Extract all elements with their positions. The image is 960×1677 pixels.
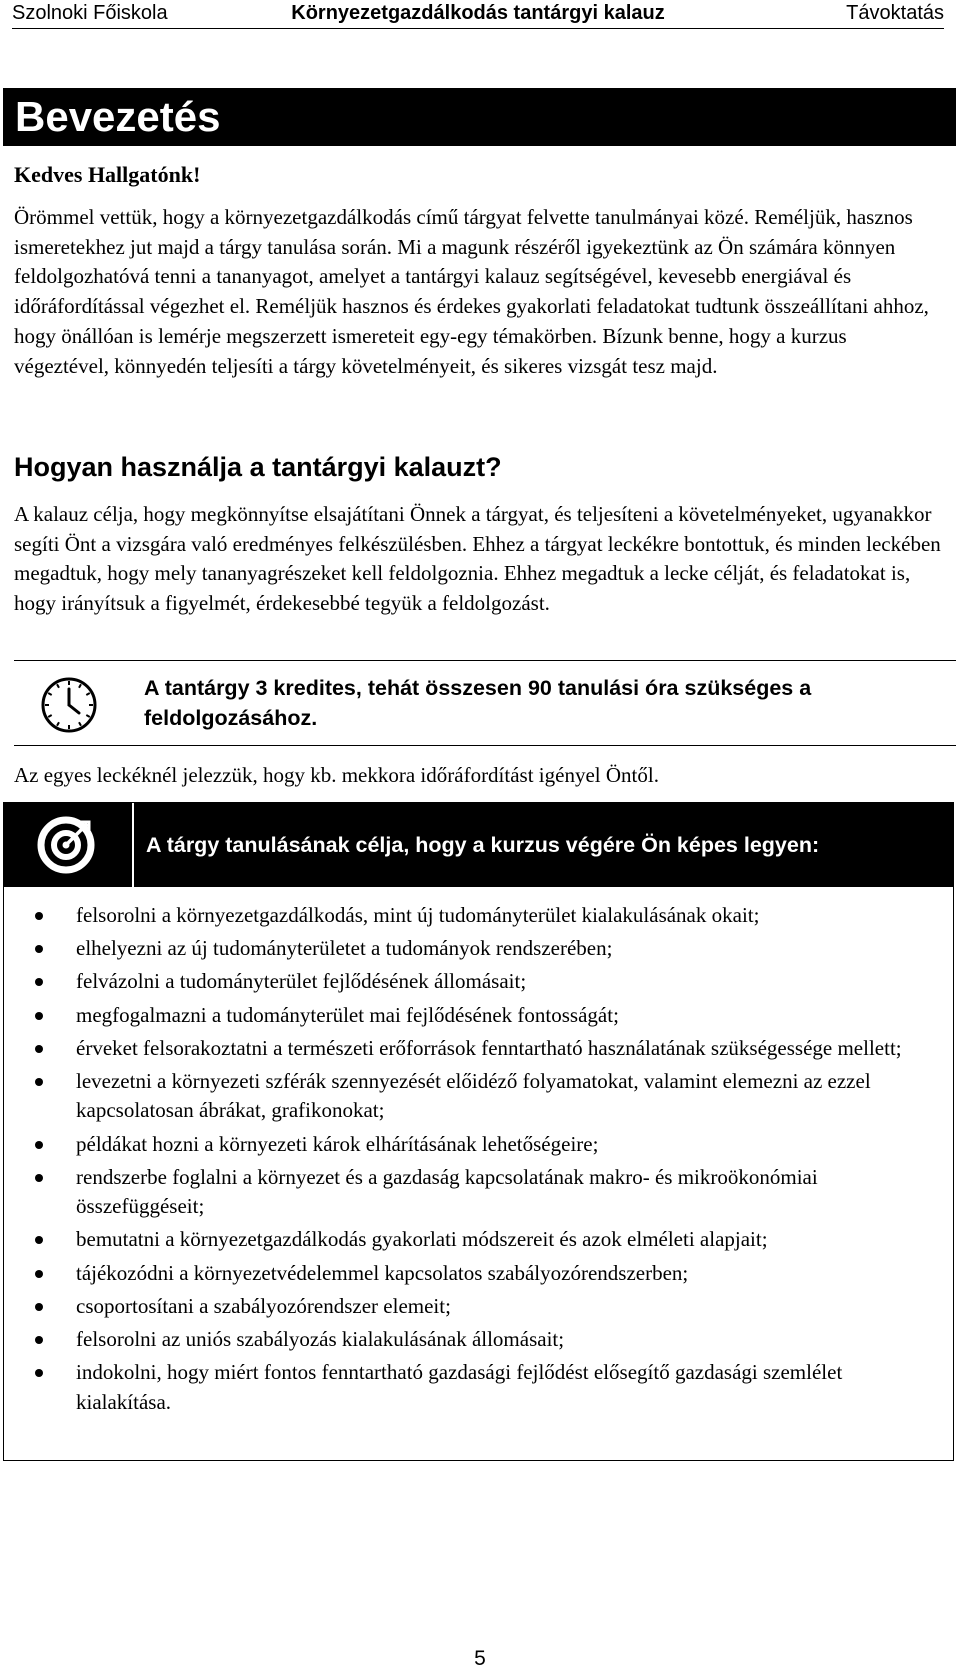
bullet-icon [35,1045,43,1053]
section-heading: Hogyan használja a tantárgyi kalauzt? [14,452,502,482]
howto-paragraph: A kalauz célja, hogy megkönnyítse elsajátítani Önnek a tárgyat, és teljesíteni a követelményeket, ugyanakkor segíti Önt a vizsgára való eredményes felkészülésben. Ehhez a tárgyat leckékre bontottuk, és minden leckében megadtuk, hogy mely tananyagrészeket kell feldolgoznia. Ehhez megadtuk a lecke célját, és feladatokat is, hogy irányítsuk a figyelmét, érdekesebbé tegyük a feldolgozást. [14,502,941,616]
bullet-icon [35,1270,43,1278]
goal-text: érveket felsorakoztatni a természeti erőforrások fenntartható használatának szükségessége mellett; [76,1035,902,1060]
bullet-icon [35,1078,43,1086]
goal-item [4,901,904,930]
page-number: 5 [474,1647,486,1670]
bullet-icon [35,912,43,920]
goal-item [4,1358,904,1417]
running-header [12,0,944,29]
goal-item [4,934,904,963]
goal-text: rendszerbe foglalni a környezet és a gazdaság kapcsolatának makro- és mikroökonómiai összefüggéseit; [76,1164,818,1219]
goal-text: felvázolni a tudományterület fejlődésének állomásait; [76,969,527,994]
goal-item [4,1034,904,1063]
header-document-title: Környezetgazdálkodás tantárgyi kalauz [291,2,665,24]
bullet-icon [35,1174,43,1182]
goal-item [4,1067,904,1126]
goal-item [4,1325,904,1354]
goal-text: tájékozódni a környezetvédelemmel kapcsolatos szabályozórendszerben; [76,1260,689,1285]
goal-text: indokolni, hogy miért fontos fenntartható gazdasági fejlődést elősegítő gazdasági szemlélet kialakítása. [76,1360,843,1414]
time-note: Az egyes leckéknél jelezzük, hogy kb. mekkora időráfordítást igényel Öntől. [14,763,659,787]
greeting: Kedves Hallgatónk! [14,162,201,187]
goals-icon-cell [4,803,134,887]
goal-item [4,967,904,996]
bullet-icon [35,1369,43,1377]
target-icon [37,816,95,874]
intro-paragraph: Örömmel vettük, hogy a környezetgazdálkodás című tárgyat felvette tanulmányai közé. Reméljük, hasznos ismeretekhez jut majd a tárgy tanulása során. Mi a magunk részéről igyekeztünk az Ön számára könnyen feldolgozhatóvá tenni a tananyagot, amelyet a tantárgyi kalauz segítségével, kevesebb energiával és időráfordítással végezhet el. Reméljük hasznos és érdekes gyakorlati feladatokat tudtunk összeállítani ahhoz, hogy önállóan is lemérje megszerzett ismereteit egy-egy témakörben. Bízunk benne, hogy a kurzus végeztével, könnyedén teljesíti a tárgy követelményeit, és sikeres vizsgát tesz majd. [14,205,929,378]
goal-item [4,1163,904,1222]
goal-item [4,1292,904,1321]
goal-text: felsorolni a környezetgazdálkodás, mint új tudományterület kialakulásának okait; [76,903,760,927]
goal-text: elhelyezni az új tudományterületet a tudományok rendszerében; [76,936,613,961]
goal-text: példákat hozni a környezeti károk elhárításának lehetőségeire; [76,1131,599,1156]
bullet-icon [35,978,43,986]
goal-item [4,1259,904,1288]
goal-item [4,1225,904,1254]
goals-title: A tárgy tanulásának célja, hogy a kurzus végére Ön képes legyen: [146,833,820,857]
goals-header [4,803,953,887]
goal-text: csoportosítani a szabályozórendszer elemeit; [76,1293,451,1318]
goal-text: felsorolni az uniós szabályozás kialakulásának állomásait; [76,1327,565,1352]
credit-callout [14,660,956,746]
header-mode: Távoktatás [846,2,944,24]
header-institution: Szolnoki Főiskola [12,2,168,24]
clock-icon [40,676,98,734]
goal-item [4,1001,904,1030]
credit-text: A tantárgy 3 kredites, tehát összesen 90 tanulási óra szükséges a feldolgozásához. [144,676,812,730]
bullet-icon [35,1236,43,1244]
bullet-icon [35,945,43,953]
bullet-icon [35,1141,43,1149]
goals-box [3,802,954,1461]
goals-list [4,901,904,1421]
goal-text: megfogalmazni a tudományterület mai fejlődésének fontosságát; [76,1002,619,1027]
goal-item [4,1130,904,1159]
bullet-icon [35,1303,43,1311]
bullet-icon [35,1012,43,1020]
chapter-title: Bevezetés [15,93,221,140]
goal-text: bemutatni a környezetgazdálkodás gyakorlati módszereit és azok elméleti alapjait; [76,1227,768,1252]
goal-text: levezetni a környezeti szférák szennyezését előidéző folyamatokat, valamint elemezni az ezzel kapcsolatosan ábrákat, grafikonokat; [76,1069,871,1123]
chapter-title-bar [3,88,956,146]
bullet-icon [35,1336,43,1344]
